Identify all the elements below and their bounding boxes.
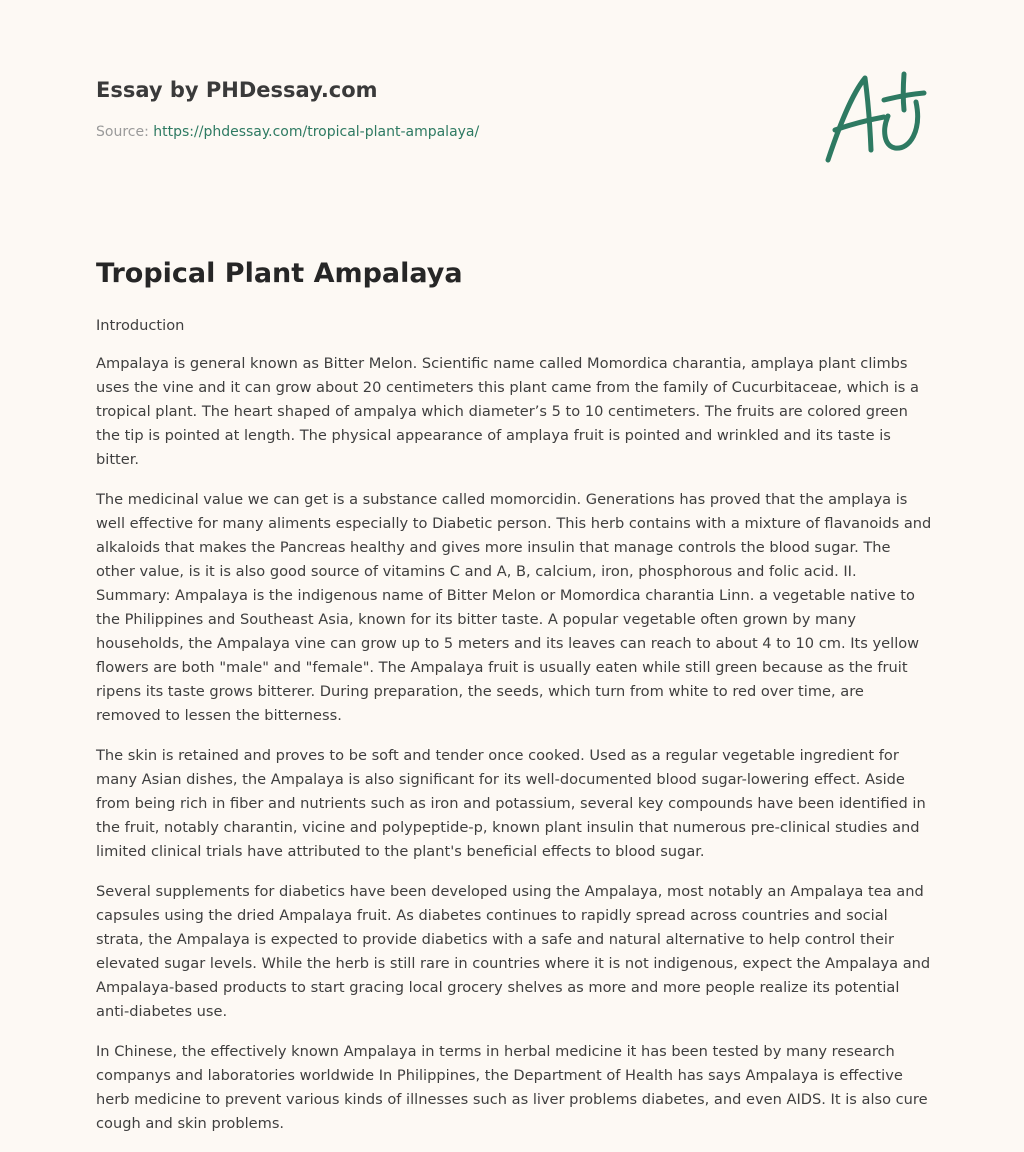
source-label: Source: [96, 124, 149, 140]
a-plus-logo-icon [818, 64, 930, 168]
source-line [96, 124, 479, 140]
essay-paragraph: Ampalaya is general known as Bitter Melon. Scientific name called Momordica charantia, amplaya plant climbs uses the vine and it can grow about 20 centimeters this plant came from the family of Cucurbitaceae, which is a tropical plant. The heart shaped of ampalya which diameter’s 5 to 10 centimeters. The fruits are colored green the tip is pointed at length. The physical appearance of amplaya fruit is pointed and wrinkled and its taste is bitter. [96, 355, 919, 468]
essay-paragraph: The skin is retained and proves to be soft and tender once cooked. Used as a regular vegetable ingredient for many Asian dishes, the Ampalaya is also significant for its well-documented blood sugar-lowering effect. Aside from being rich in fiber and nutrients such as iron and potassium, several key compounds have been identified in the fruit, notably charantin, vicine and polypeptide-p, known plant insulin that numerous pre-clinical studies and limited clinical trials have attributed to the plant's beneficial effects to blood sugar. [96, 747, 926, 860]
site-title: Essay by PHDessay.com [96, 78, 378, 102]
source-link[interactable]: https://phdessay.com/tropical-plant-ampalaya/ [153, 124, 480, 140]
essay-paragraph: In Chinese, the effectively known Ampalaya in terms in herbal medicine it has been tested by many research companys and laboratories worldwide In Philippines, the Department of Health has says Ampalaya is effective herb medicine to prevent various kinds of illnesses such as liver problems diabetes, and even AIDS. It is also cure cough and skin problems. [96, 1043, 928, 1132]
essay-paragraph: The medicinal value we can get is a substance called momorcidin. Generations has proved that the amplaya is well effective for many aliments especially to Diabetic person. This herb contains with a mixture of flavanoids and alkaloids that makes the Pancreas healthy and gives more insulin that manage controls the blood sugar. The other value, is it is also good source of vitamins C and A, B, calcium, iron, phosphorous and folic acid. II. Summary: Ampalaya is the indigenous name of Bitter Melon or Momordica charantia Linn. a vegetable native to the Philippines and Southeast Asia, known for its bitter taste. A popular vegetable often grown by many households, the Ampalaya vine can grow up to 5 meters and its leaves can reach to about 4 to 10 cm. Its yellow flowers are both "male" and "female". The Ampalaya fruit is usually eaten while still green because as the fruit ripens its taste grows bitterer. During preparation, the seeds, which turn from white to red over time, are removed to lessen the bitterness. [96, 491, 932, 724]
essay-paragraph: Introduction [96, 317, 185, 334]
essay-body [96, 314, 932, 1152]
essay-title: Tropical Plant Ampalaya [96, 258, 463, 289]
essay-paragraph: Several supplements for diabetics have been developed using the Ampalaya, most notably an Ampalaya tea and capsules using the dried Ampalaya fruit. As diabetes continues to rapidly spread across countries and social strata, the Ampalaya is expected to provide diabetics with a safe and natural alternative to help control their elevated sugar levels. While the herb is still rare in countries where it is not indigenous, expect the Ampalaya and Ampalaya-based products to start gracing local grocery shelves as more and more people realize its potential anti-diabetes use. [96, 883, 931, 1020]
header [96, 74, 480, 140]
